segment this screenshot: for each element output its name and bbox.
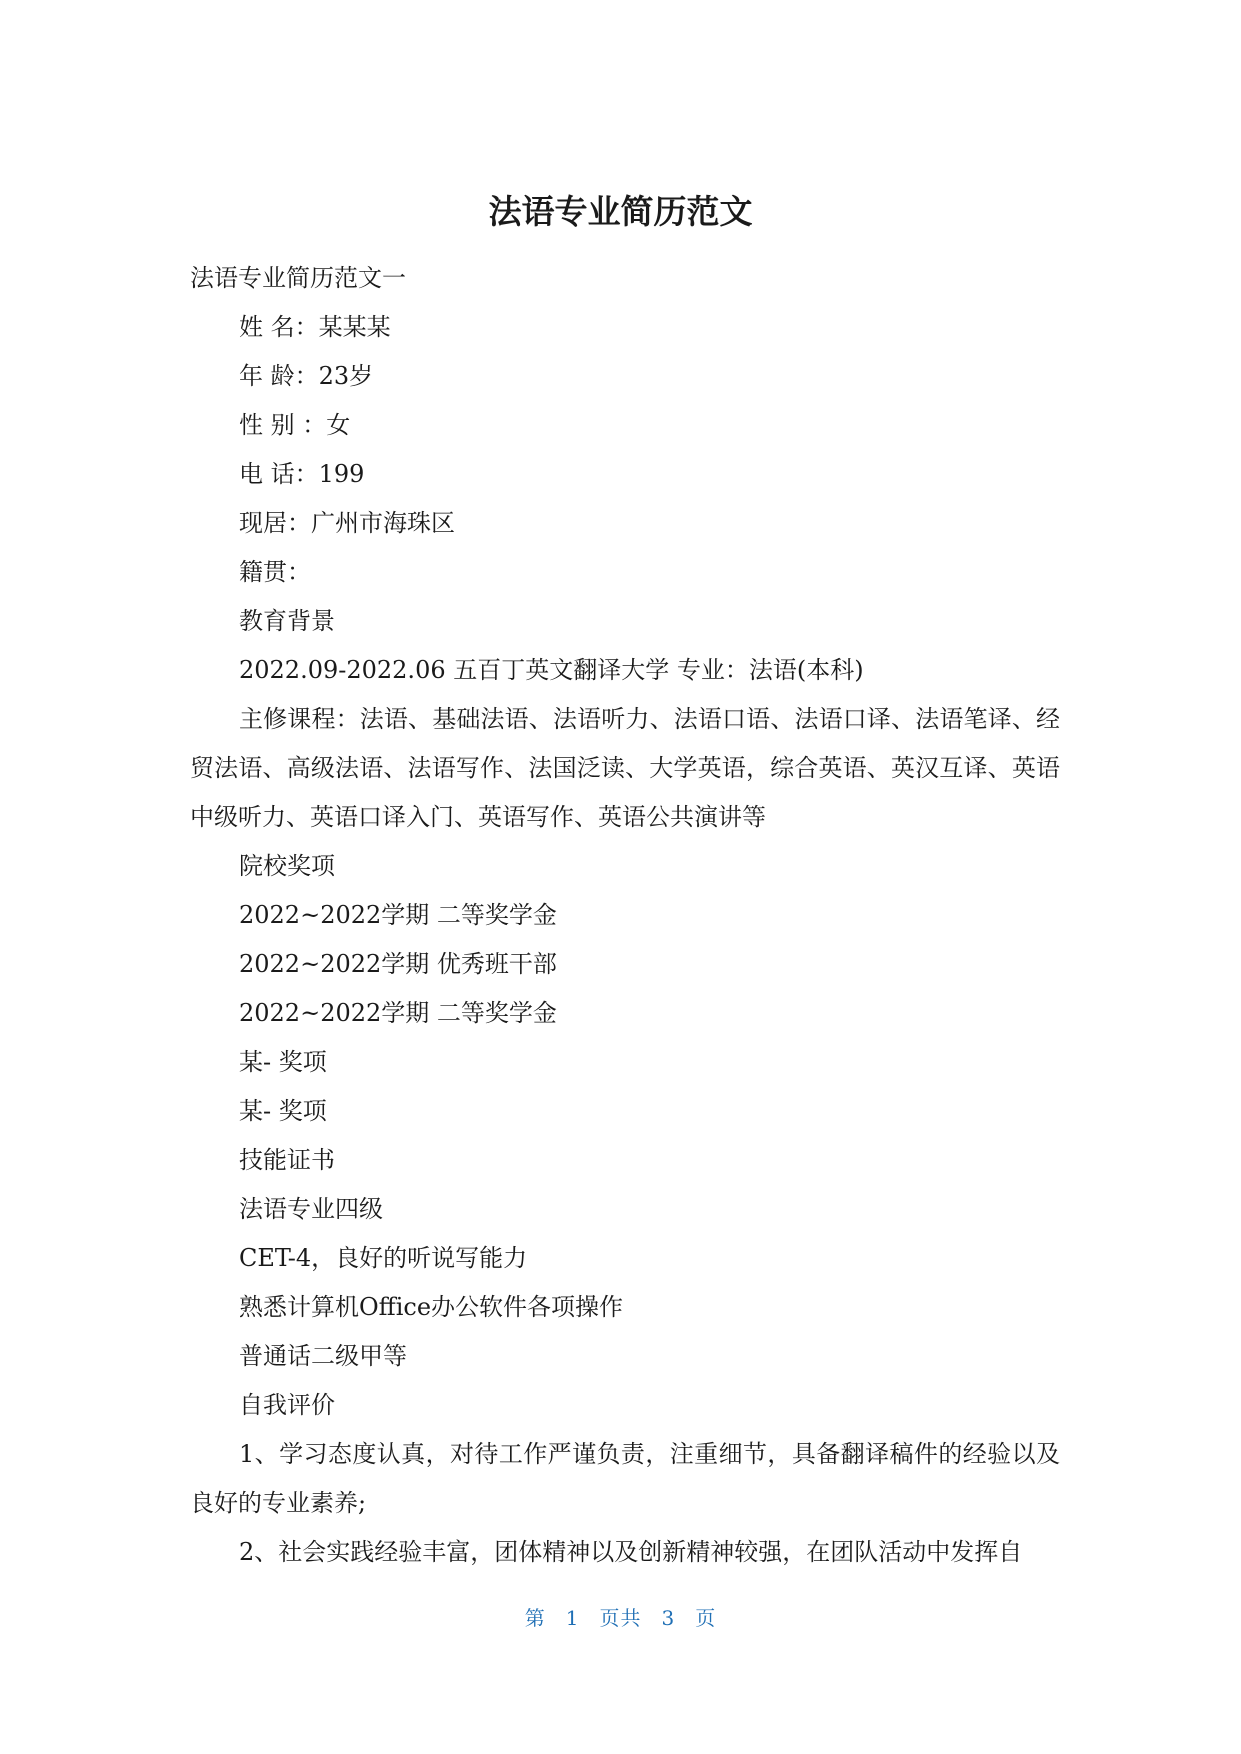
skills-heading: 技能证书 — [239, 1146, 335, 1174]
skill-item: 熟悉计算机Office办公软件各项操作 — [239, 1293, 624, 1321]
phone-line: 电 话：199 — [239, 460, 365, 488]
footer-suffix: 页 — [695, 1606, 717, 1630]
education-heading: 教育背景 — [239, 607, 335, 635]
name-line: 姓 名：某某某 — [239, 313, 391, 341]
award-item: 2022~2022学期 优秀班干部 — [239, 950, 557, 978]
courses-paragraph: 主修课程：法语、基础法语、法语听力、法语口语、法语口译、法语笔译、经贸法语、高级法语、法语写作、法国泛读、大学英语，综合英语、英汉互译、英语中级听力、英语口译入门、英语写作、英语公共演讲等 — [190, 705, 1060, 831]
award-item: 2022~2022学期 二等奖学金 — [239, 999, 557, 1027]
self-evaluation-heading: 自我评价 — [239, 1391, 335, 1419]
document-title: 法语专业简历范文 — [488, 192, 753, 231]
gender-line: 性 别 ：女 — [239, 411, 351, 439]
hometown-line: 籍贯： — [239, 558, 311, 586]
skill-item: CET-4，良好的听说写能力 — [239, 1244, 528, 1272]
education-entry: 2022.09-2022.06 五百丁英文翻译大学 专业：法语(本科) — [239, 656, 864, 684]
age-line: 年 龄：23岁 — [239, 362, 374, 390]
footer-page-number: 1 — [565, 1606, 580, 1630]
footer-prefix: 第 — [524, 1606, 546, 1630]
award-item: 某- 奖项 — [239, 1097, 327, 1125]
awards-heading: 院校奖项 — [239, 852, 335, 880]
section-heading: 法语专业简历范文一 — [190, 264, 406, 292]
award-item: 某- 奖项 — [239, 1048, 327, 1076]
footer-middle: 页共 — [599, 1606, 642, 1630]
award-item: 2022~2022学期 二等奖学金 — [239, 901, 557, 929]
document-body — [190, 254, 1060, 1577]
evaluation-paragraph: 1、学习态度认真，对待工作严谨负责，注重细节，具备翻译稿件的经验以及良好的专业素养; — [190, 1440, 1060, 1517]
skill-item: 法语专业四级 — [239, 1195, 383, 1223]
footer-total-pages: 3 — [661, 1606, 676, 1630]
page-footer — [0, 1603, 1241, 1633]
skill-item: 普通话二级甲等 — [239, 1342, 407, 1370]
evaluation-paragraph: 2、社会实践经验丰富，团体精神以及创新精神较强，在团队活动中发挥自 — [239, 1538, 1023, 1566]
residence-line: 现居：广州市海珠区 — [239, 509, 455, 537]
